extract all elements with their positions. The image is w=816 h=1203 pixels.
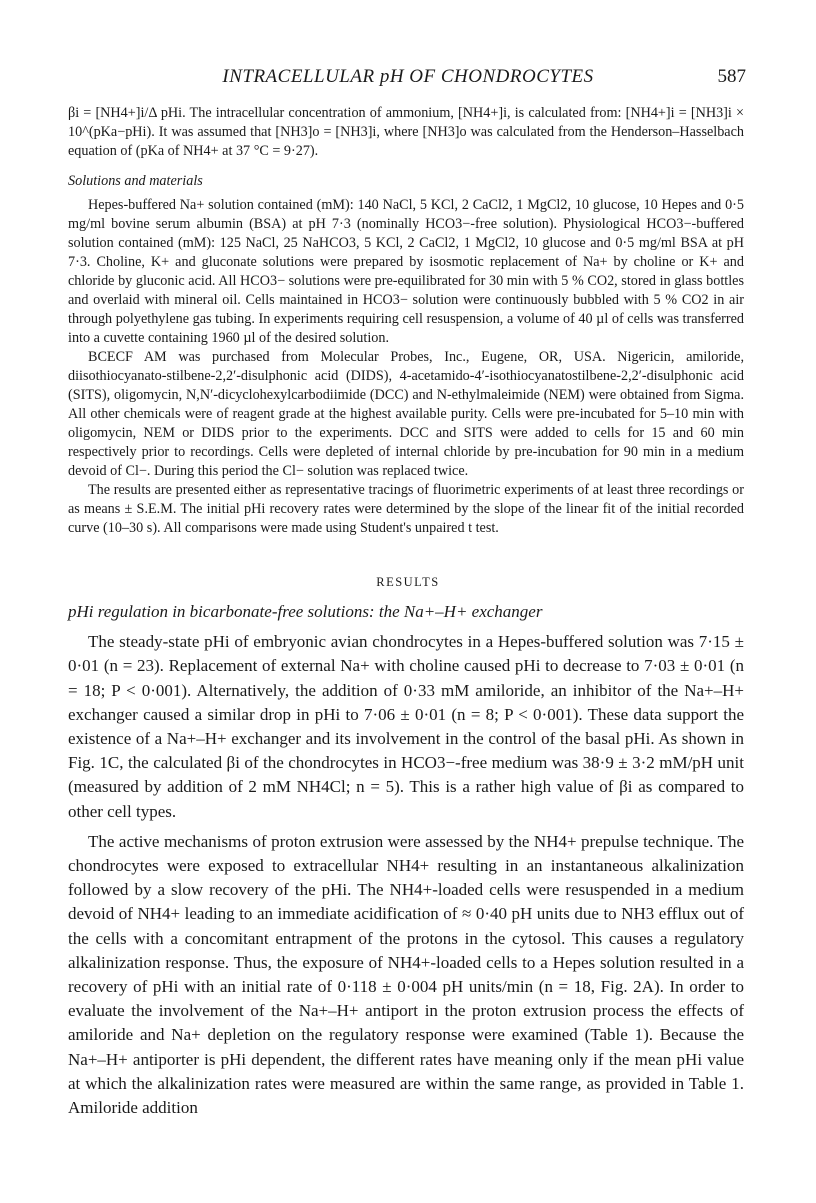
- solutions-section: [68, 172, 744, 538]
- results-paragraph-1: The steady-state pHi of embryonic avian chondrocytes in a Hepes-buffered solution was 7·15 ± 0·01 (n = 23). Replacement of external Na+ with choline caused pHi to decrease to 7·03 ± 0·01 (n = 18; P < 0·001). Alternatively, the addition of 0·33 mM amiloride, an inhibitor of the Na+–H+ exchanger caused a similar drop in pHi to 7·06 ± 0·01 (n = 8; P < 0·001). These data support the existence of a Na+–H+ exchanger and its involvement in the control of the basal pHi. As shown in Fig. 1C, the calculated βi of the chondrocytes in HCO3−-free medium was 38·9 ± 3·2 mM/pH unit (measured by addition of 2 mM NH4Cl; n = 5). This is a rather high value of βi as compared to other cell types.: [68, 632, 744, 821]
- page-number: 587: [717, 66, 746, 87]
- results-section: [68, 600, 744, 1120]
- solutions-paragraph-3: The results are presented either as representative tracings of fluorimetric experiments of at least three recordings or as means ± S.E.M. The initial pHi recovery rates were determined by the slope of the linear fit of the initial recorded curve (10–30 s). All comparisons were made using Student's unpaired t test.: [68, 482, 744, 536]
- results-subheading: pHi regulation in bicarbonate-free solutions: the Na+–H+ exchanger: [68, 602, 543, 621]
- running-title: INTRACELLULAR pH OF CHONDROCYTES: [222, 66, 594, 87]
- solutions-paragraph-2: BCECF AM was purchased from Molecular Probes, Inc., Eugene, OR, USA. Nigericin, amiloride, diisothiocyanato-stilbene-2,2′-disulphonic acid (DIDS), 4-acetamido-4′-isothiocyanatostilbene-2,2′-disulphonic acid (SITS), oligomycin, N,N′-dicyclohexylcarbodiimide (DCC) and N-ethylmaleimide (NEM) were obtained from Sigma. All other chemicals were of reagent grade at the highest available purity. Cells were pre-incubated for 5–10 min with oligomycin, NEM or DIDS prior to the experiments. DCC and SITS were added to cells for 15 and 60 min respectively prior to recordings. Cells were depleted of internal chloride by pre-incubation for 90 min in a medium devoid of Cl−. During this period the Cl− solution was replaced twice.: [68, 349, 744, 479]
- top-paragraph: βi = [NH4+]i/Δ pHi. The intracellular concentration of ammonium, [NH4+]i, is calculated from: [NH4+]i = [NH3]i × 10^(pKa−pHi). It was assumed that [NH3]o = [NH3]i, where [NH3]o was calculated from the Henderson–Hasselbach equation of (pKa of NH4+ at 37 °C = 9·27).: [68, 105, 744, 159]
- solutions-paragraph-1: Hepes-buffered Na+ solution contained (mM): 140 NaCl, 5 KCl, 2 CaCl2, 1 MgCl2, 10 glucose, 10 Hepes and 0·5 mg/ml bovine serum albumin (BSA) at pH 7·3 (nominally HCO3−-free solution). Physiological HCO3−-buffered solution contained (mM): 125 NaCl, 25 NaHCO3, 5 KCl, 2 CaCl2, 1 MgCl2, 10 glucose and 0·5 mg/ml BSA at pH 7·3. Choline, K+ and gluconate solutions were prepared by isosmotic replacement of Na+ by choline or K+ and chloride by gluconic acid. All HCO3− solutions were pre-equilibrated for 30 min with 5 % CO2, stored in glass bottles and overlaid with mineral oil. Cells maintained in HCO3− solution were continuously bubbled with 5 % CO2 in air through polyethylene gas tubing. In experiments requiring cell resuspension, a volume of 40 µl of cells was transferred into a cuvette containing 1960 µl of the desired solution.: [68, 197, 744, 346]
- results-heading: RESULTS: [376, 575, 440, 589]
- solutions-heading: Solutions and materials: [68, 173, 203, 189]
- top-paragraph-block: [68, 104, 744, 161]
- results-paragraph-2: The active mechanisms of proton extrusion were assessed by the NH4+ prepulse technique. The chondrocytes were exposed to extracellular NH4+ resulting in an instantaneous alkalinization followed by a slow recovery of the pHi. The NH4+-loaded cells were resuspended in a medium devoid of NH4+ leading to an immediate acidification of ≈ 0·40 pH units due to NH3 efflux out of the cells with a concomitant entrapment of the protons in the cytosol. This causes a regulatory alkalinization response. Thus, the exposure of NH4+-loaded cells to a Hepes solution resulted in a recovery of pHi with an initial rate of 0·118 ± 0·004 pH units/min (n = 18, Fig. 2A). In order to evaluate the involvement of the Na+–H+ antiport in the proton extrusion process the effects of amiloride and Na+ depletion on the regulatory response were examined (Table 1). Because the Na+–H+ antiporter is pHi dependent, the different rates have meaning only if the mean pHi value at which the alkalinization rates were measured are within the same range, as provided in Table 1. Amiloride addition: [68, 831, 744, 1118]
